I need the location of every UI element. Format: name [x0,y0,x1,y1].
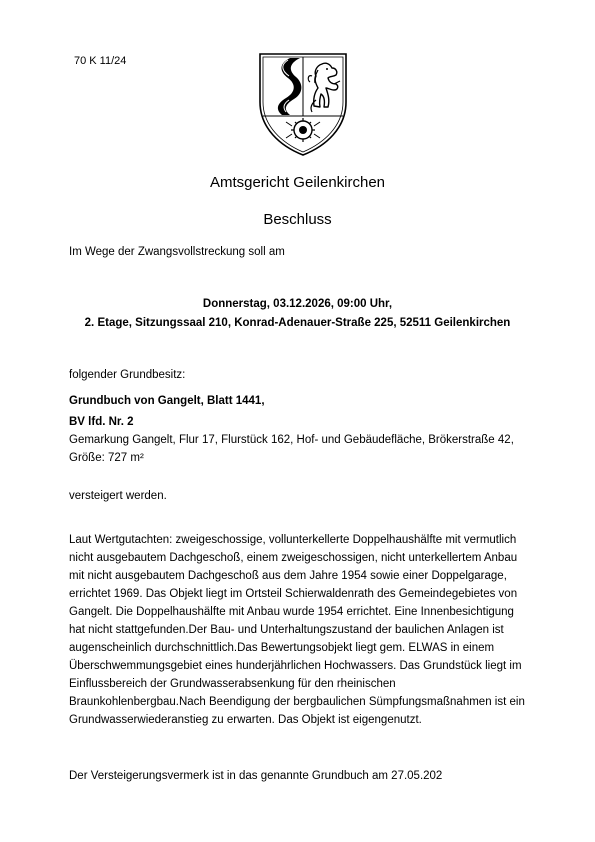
parcel-description: Gemarkung Gangelt, Flur 17, Flurstück 162, Hof- und Gebäudefläche, Brökerstraße 42, Größe: 727 m² [69,434,514,464]
document-title: Beschluss [263,211,332,228]
auction-date: Donnerstag, 03.12.2026, 09:00 Uhr, [202,298,393,310]
intro-text: Im Wege der Zwangsvollstreckung soll am [69,246,285,258]
court-name: Amtsgericht Geilenkirchen [209,174,386,191]
auction-note: Der Versteigerungsvermerk ist in das genannte Grundbuch am 27.05.202 [69,770,443,782]
inventory-number: BV lfd. Nr. 2 [69,416,134,428]
auction-statement: versteigert werden. [69,490,167,502]
auction-location: 2. Etage, Sitzungssaal 210, Konrad-Adenauer-Straße 225, 52511 Geilenkirchen [84,317,511,329]
land-register-entry: Grundbuch von Gangelt, Blatt 1441, [69,395,265,407]
case-number: 70 K 11/24 [74,55,127,67]
property-heading: folgender Grundbesitz: [69,369,186,381]
appraisal-paragraph: Laut Wertgutachten: zweigeschossige, vollunterkellerte Doppelhaushälfte mit vermutlich nicht ausgebautem Dachgeschoß, einem zweigeschossigen, nicht unterkellertem Anbau mit nicht ausgebautem Dachgeschoß aus dem Jahre 1954 sowie einer Doppelgarage, errichtet 1969. Das Objekt liegt im Ortsteil Schierwaldenrath des Gemeindegebietes von Gangelt. Die Doppelhaushälfte mit Anbau wurde 1954 errichtet. Eine Innenbesichtigung hat nicht stattgefunden.Der Bau- und Unterhaltungszustand der baulichen Anlagen ist augenscheinlich durchschnittlich.Das Bewertungsobjekt liegt gem. ELWAS in einem Überschwemmungsgebiet eines hunderjährlichen Hochwassers. Das Grundstück liegt im Einflussbereich der Grundwasserabsenkung für den rheinischen Braunkohlenbergbau.Nach Beendigung der bergbaulichen Sümpfungsmaßnahmen ist ein Grundwasserwiederanstieg zu erwarten. Das Objekt ist eigengenutzt. [69,534,525,726]
nrw-coat-of-arms-icon [256,50,350,158]
